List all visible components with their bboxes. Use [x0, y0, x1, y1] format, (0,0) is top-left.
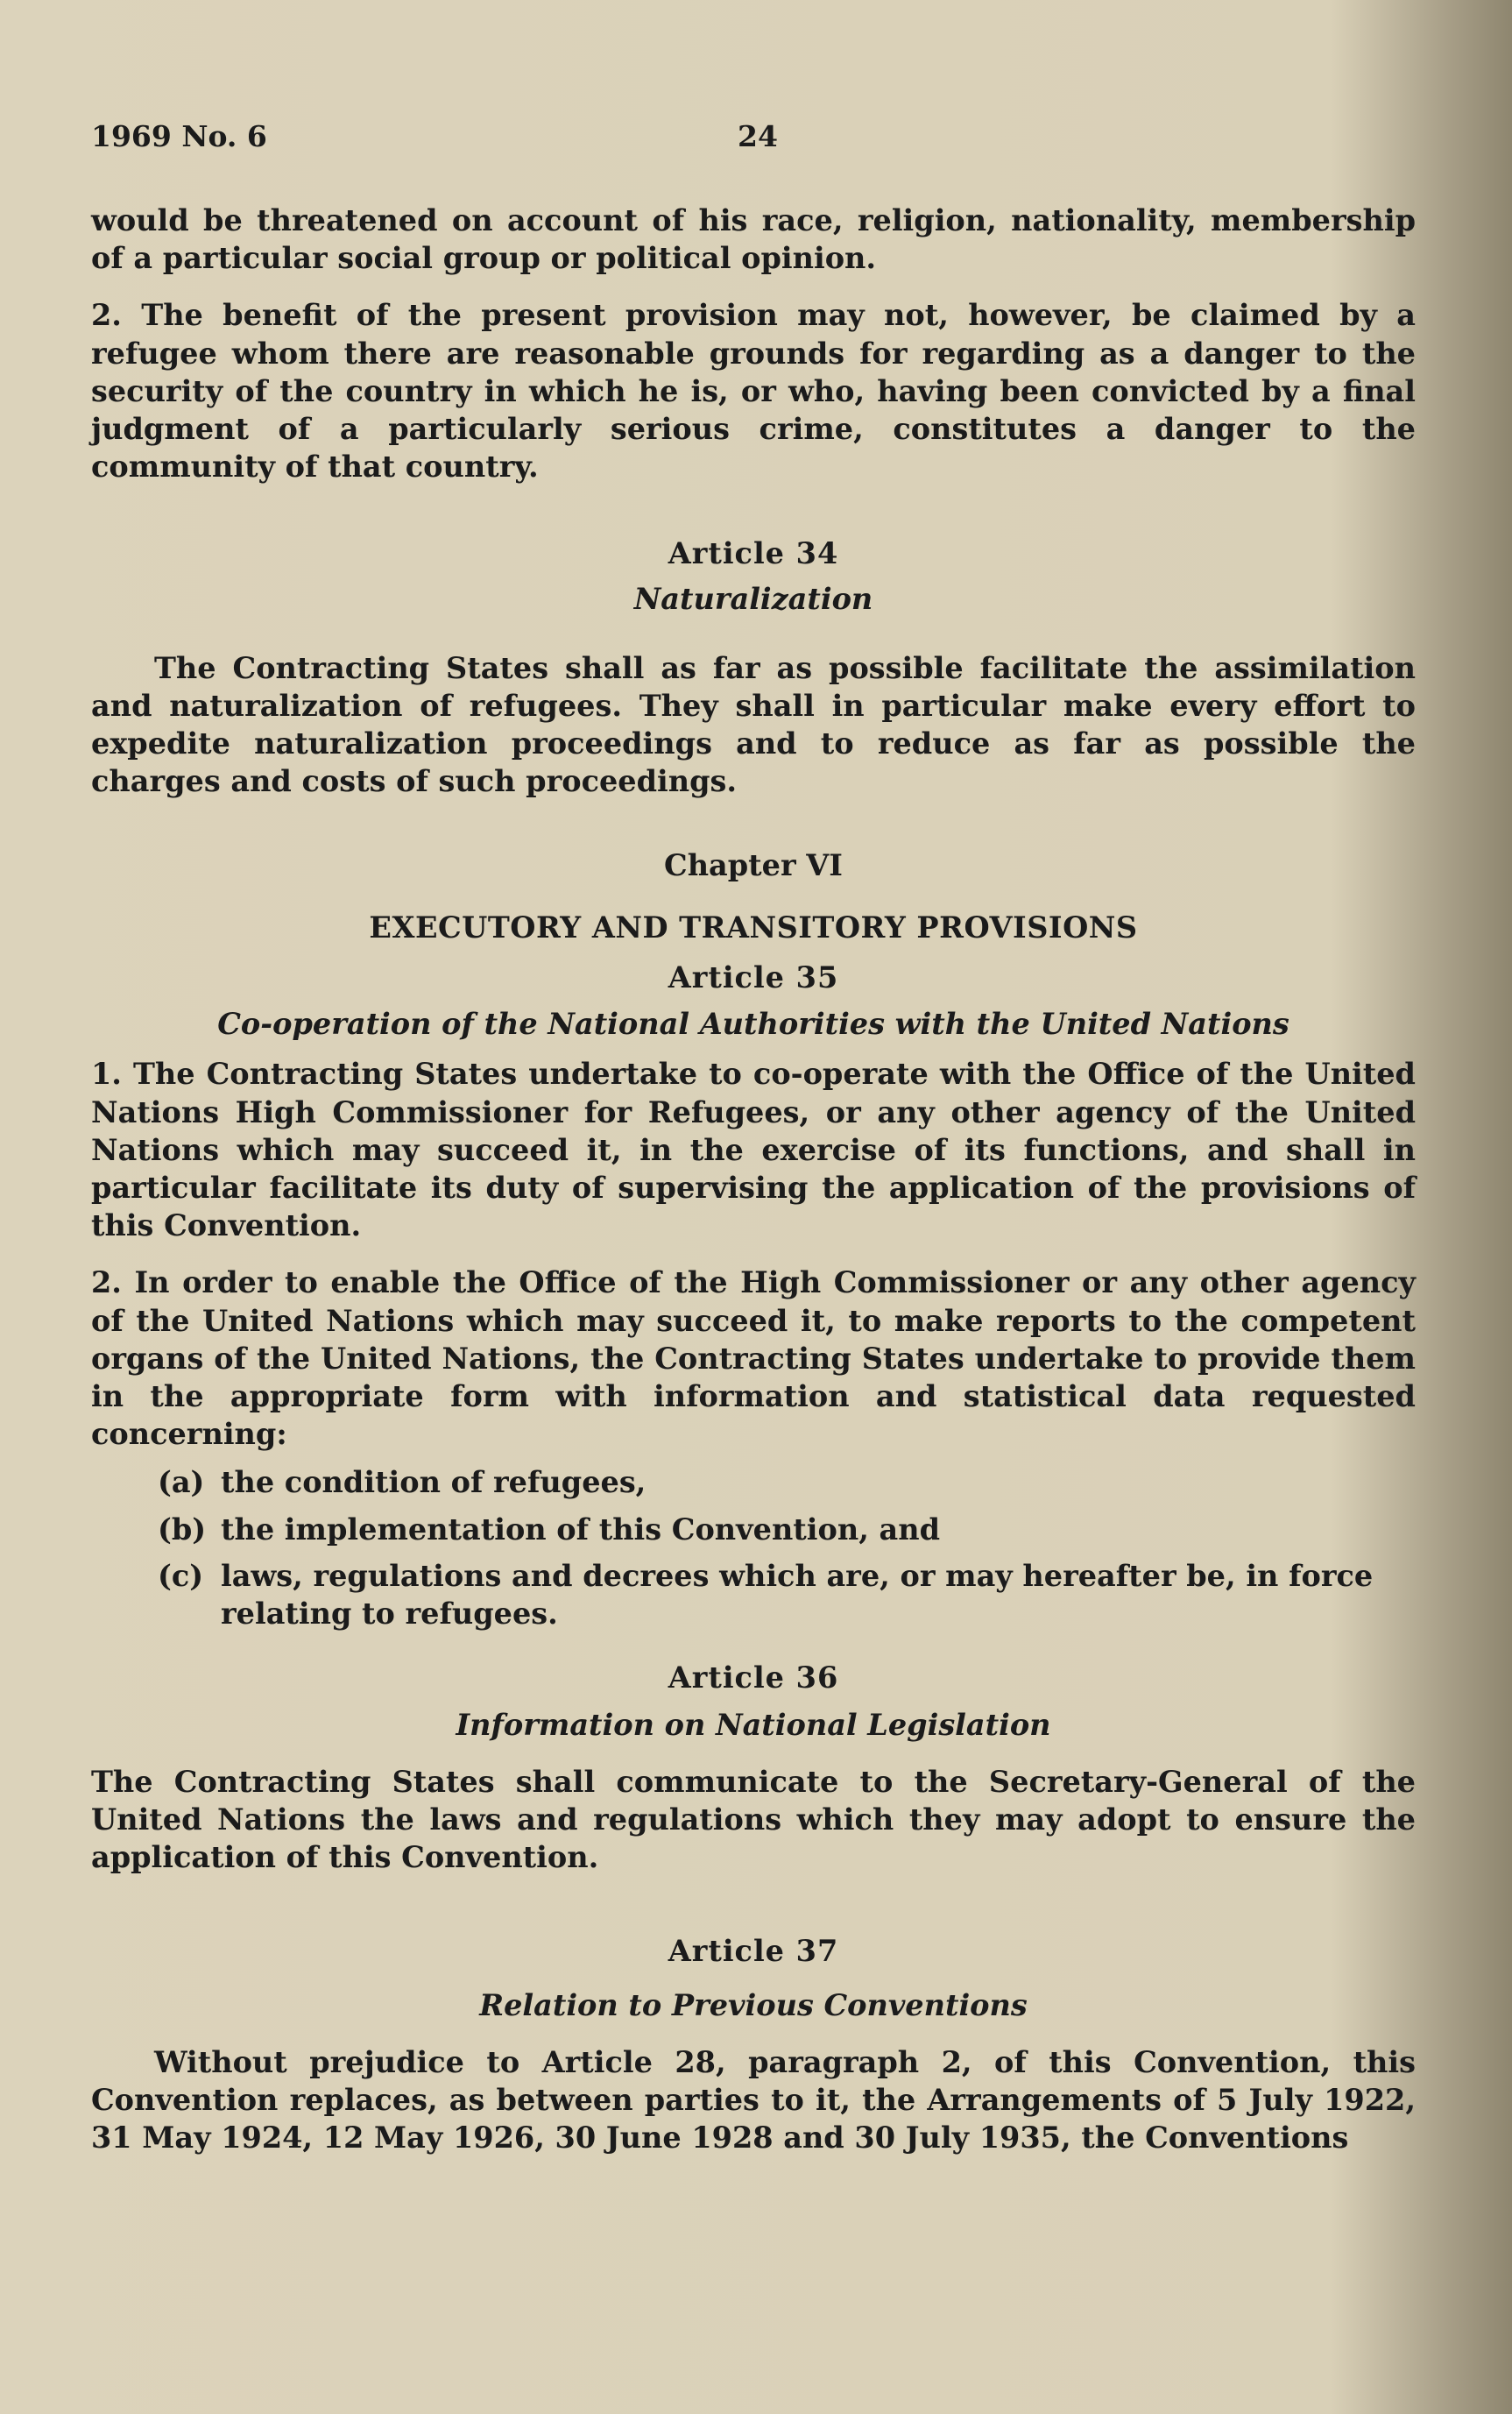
- article-36-subtitle: Information on National Legislation: [456, 1707, 1051, 1742]
- article-35-paragraph-2: 2. In order to enable the Office of the High Commissioner or any other agency of the United Nations which may succeed it, to make reports to the competent organs of the United Nations, the Contracting States undertake to provide them in the appropriate form with information and statistical data requested concerning:: [91, 1265, 1416, 1452]
- header-year-number: 1969 No. 6: [91, 119, 267, 153]
- article-35-heading-text: Article 35: [668, 960, 839, 995]
- article-35-subtitle: Co-operation of the National Authorities with the United Nations: [217, 1007, 1289, 1042]
- page-content: [91, 117, 1416, 2156]
- list-item-c-label: (c): [158, 1558, 204, 1593]
- list-item-c: [91, 1557, 1416, 1632]
- article-34-text: The Contracting States shall as far as possible facilitate the assimilation and naturalization of refugees. They shall in particular make every effort to expedite naturalization proceedings and to reduce as far as possible the charges and costs of such proceedings.: [91, 650, 1416, 799]
- list-item-a-text: the condition of refugees,: [221, 1465, 646, 1500]
- article-34-heading: [91, 534, 1416, 572]
- article-35-paragraph-1: 1. The Contracting States undertake to co-operate with the Office of the United Nations High Commissioner for Refugees, or any other agency of the United Nations which may succeed it, in the exercise of its functions, and shall in particular facilitate its duty of supervising the application of the provisions of this Convention.: [91, 1057, 1416, 1243]
- article-37-heading: [91, 1932, 1416, 1970]
- article-33-paragraph-2: 2. The benefit of the present provision may not, however, be claimed by a refugee whom there are reasonable grounds for regarding as a danger to the security of the country in which he is, or who, having been convicted by a final judgment of a particularly serious crime, constitutes a danger to the community of that country.: [91, 298, 1416, 485]
- article-36-text: The Contracting States shall communicate to the Secretary-General of the United Nations the laws and regulations which they may adopt to ensure the application of this Convention.: [91, 1764, 1416, 1875]
- list-item-b-label: (b): [158, 1511, 207, 1547]
- list-item-c-text: laws, regulations and decrees which are, or may hereafter be, in force relating to refugees.: [221, 1558, 1374, 1632]
- article-37-text: Without prejudice to Article 28, paragraph 2, of this Convention, this Convention replaces, as between parties to it, the Arrangements of 5 July 1922, 31 May 1924, 12 May 1926, 30 June 1928 and 30 July 1935, the Conventions: [91, 2044, 1416, 2156]
- chapter-label: Chapter VI: [664, 847, 843, 882]
- article-36-heading-text: Article 36: [668, 1660, 839, 1695]
- intro-paragraph: would be threatened on account of his race, religion, nationality, membership of a particular social group or political opinion.: [91, 203, 1416, 276]
- list-item-b-text: the implementation of this Convention, and: [221, 1511, 941, 1547]
- chapter-title: EXECUTORY AND TRANSITORY PROVISIONS: [369, 910, 1138, 945]
- page-header: [91, 117, 1416, 166]
- list-item-a: [91, 1463, 1416, 1501]
- article-37-heading-text: Article 37: [668, 1934, 839, 1969]
- article-34-heading-text: Article 34: [668, 536, 839, 571]
- list-item-a-label: (a): [158, 1465, 205, 1500]
- page-number: 24: [738, 119, 778, 153]
- article-35-heading: [91, 959, 1416, 996]
- list-item-b: [91, 1511, 1416, 1548]
- article-36-heading: [91, 1659, 1416, 1696]
- article-37-subtitle: Relation to Previous Conventions: [479, 1987, 1028, 2022]
- article-34-subtitle: Naturalization: [633, 581, 873, 616]
